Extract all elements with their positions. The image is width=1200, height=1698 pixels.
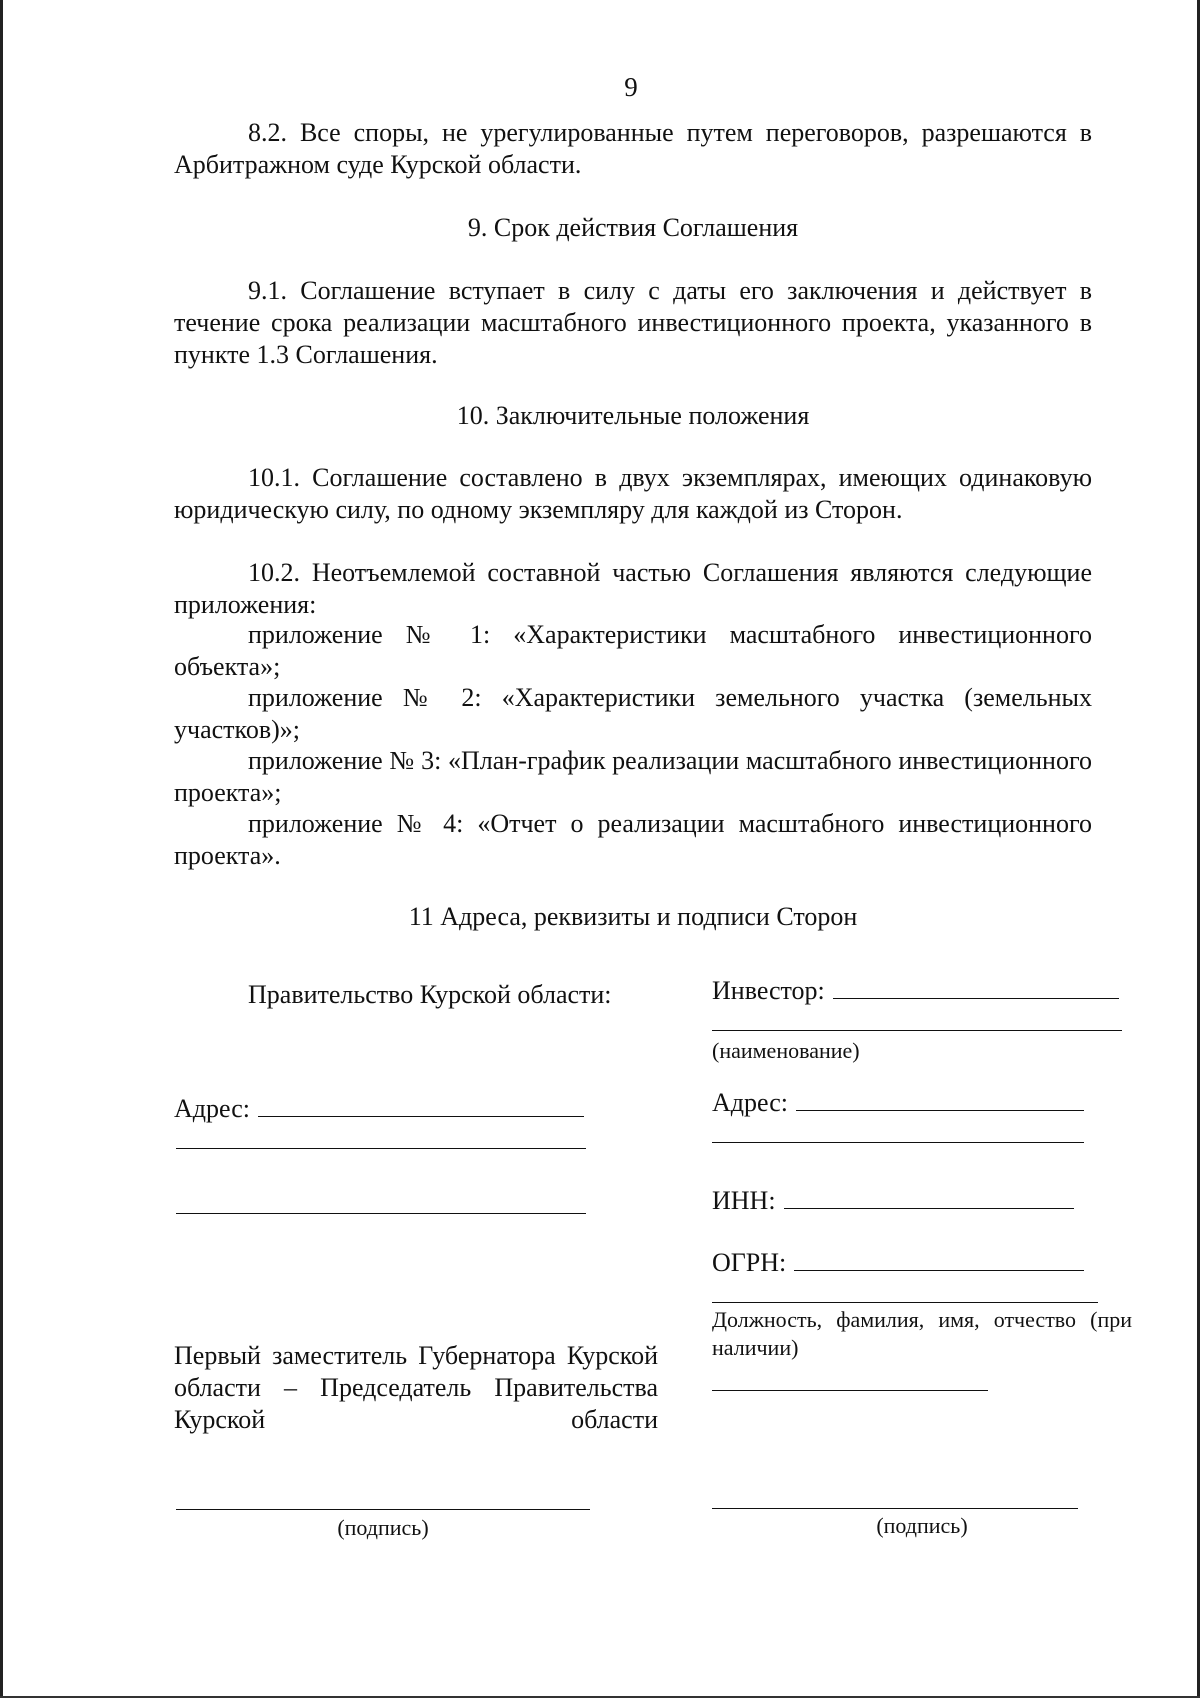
section-11-heading: 11 Адреса, реквизиты и подписи Сторон [408, 902, 858, 931]
position-value-line [712, 1390, 988, 1391]
government-party-label: Правительство Курской области: [248, 980, 612, 1009]
address-field-line [796, 1086, 1084, 1111]
government-signatory: Первый заместитель Губернатора Курской области – Председатель Правительства Курской области [174, 1341, 658, 1434]
investor-position-caption: Должность, фамилия, имя, отчество (при наличии) [712, 1307, 1132, 1360]
appendix-item: приложение № 2: «Характеристики земельного участка (земельных участков)»; [174, 683, 1092, 744]
position-line [712, 1302, 1098, 1303]
investor-name-line [712, 1030, 1122, 1031]
address-label: Адрес: [712, 1088, 788, 1117]
scan-edge-left [0, 0, 3, 1698]
address-line [176, 1213, 586, 1214]
investor-inn-label [712, 1184, 1074, 1217]
government-signature-line [176, 1509, 590, 1510]
address-field-line [258, 1092, 584, 1117]
address-line [176, 1148, 586, 1149]
investor-field-line [833, 974, 1119, 999]
appendix-item: приложение № 4: «Отчет о реализации масштабного инвестиционного проекта». [174, 809, 1092, 870]
investor-party-label [712, 974, 1119, 1007]
appendix-item: приложение № 1: «Характеристики масштабного инвестиционного объекта»; [174, 620, 1092, 681]
government-address-label [174, 1092, 584, 1125]
investor-address-label [712, 1086, 1084, 1119]
government-signature-caption: (подпись) [337, 1515, 429, 1540]
appendix-item: приложение № 3: «План-график реализации масштабного инвестиционного проекта»; [174, 746, 1092, 807]
paragraph-9-1: 9.1. Соглашение вступает в силу с даты его заключения и действует в течение срока реализации масштабного инвестиционного проекта, указанного в пункте 1.3 Соглашения. [174, 276, 1092, 369]
paragraph-8-2: 8.2. Все споры, не урегулированные путем переговоров, разрешаются в Арбитражном суде Курской области. [174, 118, 1092, 179]
inn-field-line [784, 1184, 1074, 1209]
address-label: Адрес: [174, 1094, 250, 1123]
inn-label: ИНН: [712, 1186, 776, 1215]
investor-signature-line [712, 1508, 1078, 1509]
section-10-heading: 10. Заключительные положения [456, 401, 810, 430]
investor-signature-caption: (подпись) [876, 1513, 968, 1538]
ogrn-label: ОГРН: [712, 1248, 787, 1277]
paragraph-10-1: 10.1. Соглашение составлено в двух экземплярах, имеющих одинаковую юридическую силу, по одному экземпляру для каждой из Сторон. [174, 463, 1092, 524]
ogrn-field-line [794, 1246, 1084, 1271]
investor-label: Инвестор: [712, 976, 825, 1005]
address-line [712, 1142, 1084, 1143]
section-9-heading: 9. Срок действия Соглашения [467, 213, 799, 242]
investor-ogrn-label [712, 1246, 1084, 1279]
investor-name-caption: (наименование) [712, 1038, 860, 1063]
paragraph-10-2: 10.2. Неотъемлемой составной частью Соглашения являются следующие приложения: [174, 558, 1092, 619]
page-number: 9 [624, 72, 638, 102]
